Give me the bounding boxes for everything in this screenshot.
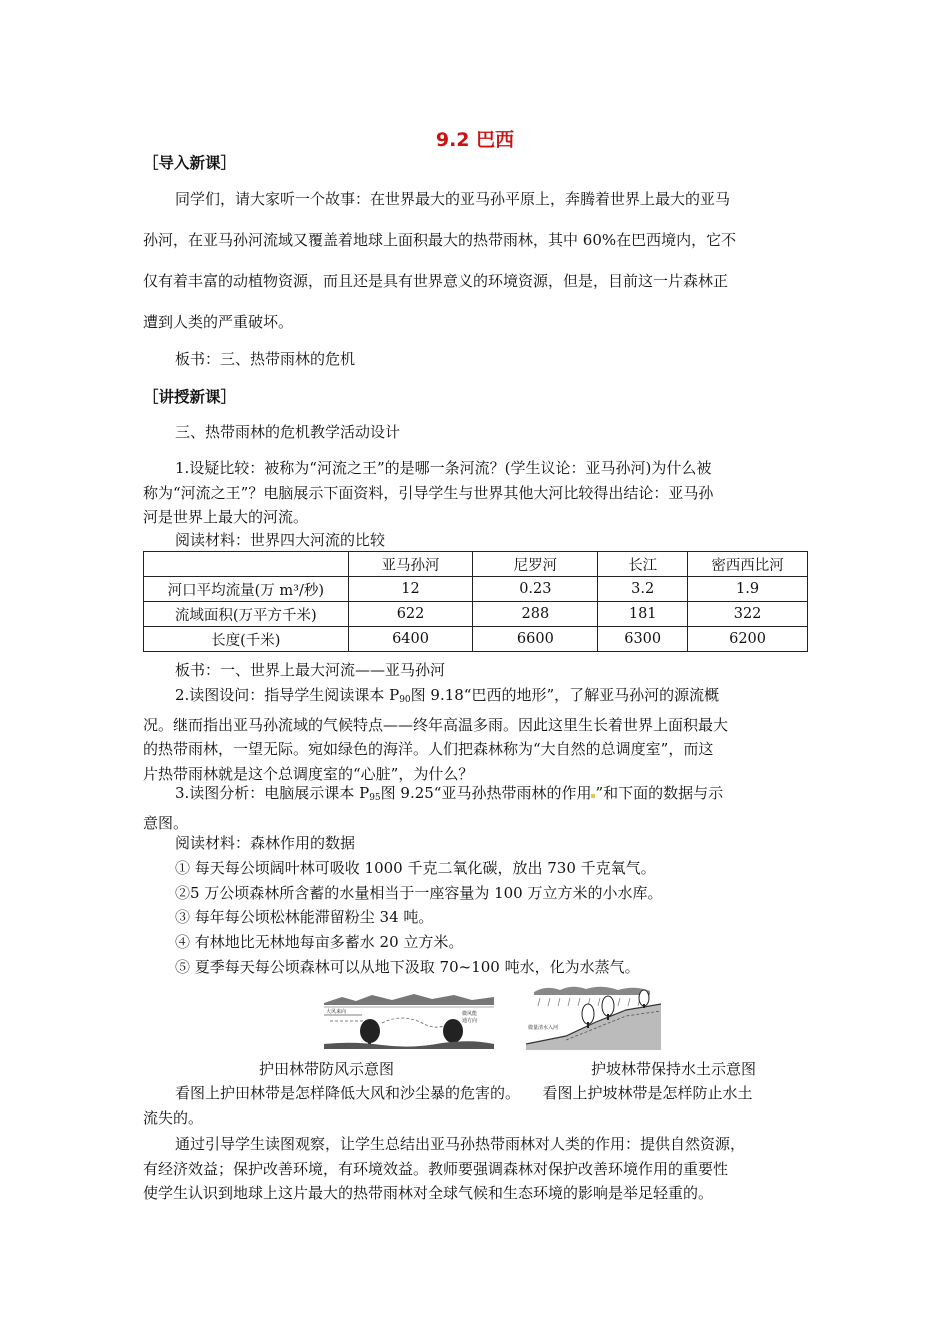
table-header-cell: 长江 — [598, 552, 688, 577]
table-header-cell: 密西西比河 — [688, 552, 808, 577]
intro-paragraph — [143, 179, 809, 343]
fig2-caption: 护坡林带保持水土示意图 — [591, 1060, 757, 1078]
table-cell: 6200 — [688, 627, 808, 652]
table-header-cell — [144, 552, 349, 577]
table-cell: 6600 — [473, 627, 598, 652]
fig1-label: 大风来向 — [326, 1009, 347, 1015]
conclusion-line: 通过引导学生读图观察，让学生总结出亚马孙热带雨林对人类的作用：提供自然资源， — [175, 1135, 746, 1153]
page-ref-sub: 95 — [369, 793, 381, 803]
table-cell: 12 — [348, 577, 473, 602]
figq-line: 流失的。 — [143, 1108, 204, 1127]
q3-line — [143, 781, 809, 811]
table-cell: 6400 — [348, 627, 473, 652]
q3-line: 意图。 — [143, 813, 189, 832]
board-note-1: 板书：三、热带雨林的危机 — [175, 350, 356, 368]
fig2-label: 微量清水入河 — [528, 1025, 559, 1031]
fact-item: ②5 万公顷森林所含蓄的水量相当于一座容量为 100 万立方米的小水库。 — [175, 884, 663, 902]
table-header-row — [144, 552, 808, 577]
q3-text: 3.读图分析：电脑展示课本 P — [175, 784, 370, 802]
windbreak-diagram — [322, 991, 497, 1049]
fig1-label: 微风能 — [462, 1011, 478, 1017]
question-3-paragraph — [143, 781, 809, 835]
q1-line: 河是世界上最大的河流。 — [143, 508, 309, 526]
intro-line: 孙河，在亚马孙河流域又覆盖着地球上面积最大的热带雨林，其中 60%在巴西境内，它不 — [143, 231, 737, 249]
page-title: 9.2 巴西 — [435, 129, 515, 151]
figq-line: 看图上护田林带是怎样降低大风和沙尘暴的危害的。 看图上护坡林带是怎样防止水土 — [175, 1084, 753, 1102]
table-cell: 181 — [598, 602, 688, 627]
q1-line: 称为“河流之王”？电脑展示下面资料，引导学生与世界其他大河比较得出结论：亚马孙 — [143, 483, 714, 502]
conclusion-line: 使学生认识到地球上这片最大的热带雨林对全球气候和生态环境的影响是举足轻重的。 — [143, 1184, 714, 1202]
question-2-paragraph — [143, 683, 809, 786]
row-label: 河口平均流量(万 m³/秒) — [144, 577, 349, 602]
table-cell: 288 — [473, 602, 598, 627]
fact-item: ① 每天每公顷阔叶林可吸收 1000 千克二氧化碳，放出 730 千克氧气。 — [175, 859, 656, 877]
table-header-cell: 亚马孙河 — [348, 552, 473, 577]
row-label: 长度(千米) — [144, 627, 349, 652]
intro-line: 同学们，请大家听一个故事：在世界最大的亚马孙平原上，奔腾着世界上最大的亚马 — [175, 190, 731, 208]
table-row — [144, 627, 808, 652]
section-heading-intro: ［导入新课］ — [143, 154, 237, 172]
slope-protection-diagram — [526, 984, 661, 1050]
fact-item: ⑤ 夏季每天每公顷森林可以从地下汲取 70~100 吨水，化为水蒸气。 — [175, 958, 640, 976]
conclusion-line: 有经济效益；保护改善环境，有环境效益。教师要强调森林对保护改善环境作用的重要性 — [143, 1159, 729, 1178]
table-cell: 0.23 — [473, 577, 598, 602]
q2-line — [143, 683, 809, 713]
fact-item: ④ 有林地比无林地每亩多蓄水 20 立方米。 — [175, 933, 464, 951]
table-row — [144, 577, 808, 602]
rivers-comparison-table — [143, 551, 808, 652]
fig1-caption: 护田林带防风示意图 — [259, 1060, 395, 1078]
table-cell: 322 — [688, 602, 808, 627]
table-row — [144, 602, 808, 627]
q3-text: ”和下面的数据与示 — [595, 784, 724, 802]
figure-questions-paragraph — [143, 1081, 809, 1130]
table-cell: 3.2 — [598, 577, 688, 602]
q2-line: 的热带雨林，一望无际。宛如绿色的海洋。人们把森林称为“大自然的总调度室”，而这 — [143, 740, 714, 758]
reading-material-forest: 阅读材料：森林作用的数据 — [175, 834, 356, 852]
page-ref-sub: 90 — [399, 695, 411, 705]
intro-line: 仅有着丰富的动植物资源，而且还是具有世界意义的环境资源，但是，目前这一片森林正 — [143, 272, 729, 290]
reading-material-rivers: 阅读材料：世界四大河流的比较 — [175, 531, 386, 549]
table-cell: 1.9 — [688, 577, 808, 602]
table-header-cell: 尼罗河 — [473, 552, 598, 577]
activity-title: 三、热带雨林的危机教学活动设计 — [175, 423, 401, 441]
fact-item: ③ 每年每公顷松林能滞留粉尘 34 吨。 — [175, 908, 434, 926]
q3-text: 图 9.25“亚马孙热带雨林的作用 — [380, 784, 592, 802]
table-cell: 6300 — [598, 627, 688, 652]
section-heading-lecture: ［讲授新课］ — [143, 388, 237, 406]
q1-line: 1.设疑比较：被称为“河流之王”的是哪一条河流？(学生议论：亚马孙河)为什么被 — [175, 459, 712, 477]
q2-line: 况。继而指出亚马孙流域的气候特点——终年高温多雨。因此这里生长着世界上面积最大 — [143, 715, 729, 734]
row-label: 流域面积(万平方千米) — [144, 602, 349, 627]
q2-text: 图 9.18“巴西的地形”，了解亚马孙河的源流概 — [410, 686, 720, 704]
question-1-paragraph — [143, 456, 809, 530]
q2-line: 片热带雨林就是这个总调度室的“心脏”，为什么？ — [143, 764, 474, 783]
conclusion-paragraph — [143, 1132, 809, 1206]
q2-text: 2.读图设问：指导学生阅读课本 P — [175, 686, 400, 704]
intro-line: 遭到人类的严重破坏。 — [143, 313, 294, 331]
board-note-2: 板书：一、世界上最大河流——亚马孙河 — [175, 661, 446, 679]
fig1-label: 通方向 — [462, 1018, 478, 1024]
table-cell: 622 — [348, 602, 473, 627]
